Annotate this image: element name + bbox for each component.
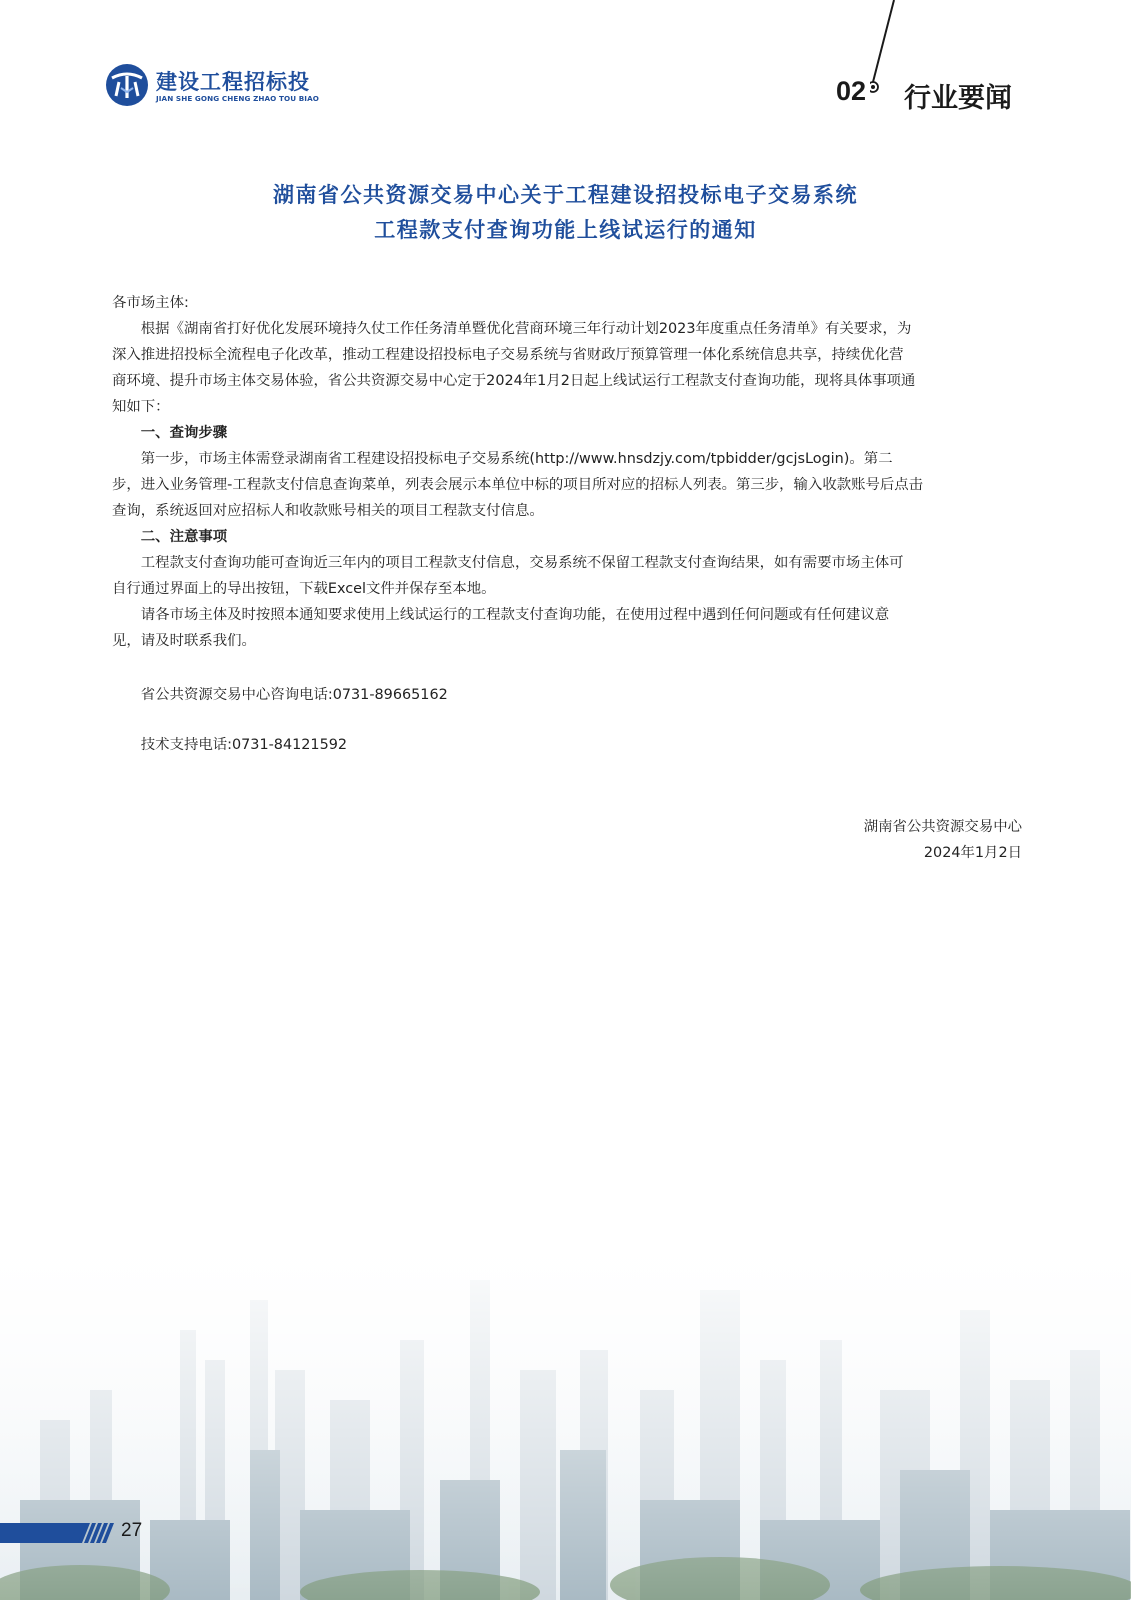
request-line: 见，请及时联系我们。	[112, 633, 256, 649]
signature-date: 2024年1月2日	[923, 845, 1022, 861]
section-heading-query-steps: 一、查询步骤	[112, 425, 228, 441]
pillar-logo-icon	[106, 64, 148, 106]
contact-support-phone: 技术支持电话:0731-84121592	[112, 737, 348, 753]
request-line: 请各市场主体及时按照本通知要求使用上线试运行的工程款支付查询功能，在使用过程中遇到任何问题或有任何建议意	[112, 607, 890, 623]
steps-line: 步，进入业务管理-工程款支付信息查询菜单，列表会展示本单位中标的项目所对应的招标人列表。第三步，输入收款账号后点击	[112, 477, 924, 493]
intro-line: 知如下：	[112, 399, 170, 415]
salutation: 各市场主体:	[112, 295, 189, 311]
intro-line: 深入推进招投标全流程电子化改革，推动工程建设招投标电子交易系统与省财政厅预算管理一体化系统信息共享，持续优化营	[112, 347, 904, 363]
steps-line: 查询，系统返回对应招标人和收款账号相关的项目工程款支付信息。	[112, 503, 544, 519]
document-title-line-1: 湖南省公共资源交易中心关于工程建设招投标电子交易系统	[273, 182, 858, 207]
signature-organization: 湖南省公共资源交易中心	[863, 819, 1022, 835]
notes-line: 工程款支付查询功能可查询近三年内的项目工程款支付信息，交易系统不保留工程款支付查询结果，如有需要市场主体可	[112, 555, 904, 571]
cityscape-background-image	[0, 1220, 1131, 1600]
logo-title: 建设工程招标投	[156, 70, 310, 94]
section-title: 行业要闻	[904, 83, 1012, 114]
contact-center-phone: 省公共资源交易中心咨询电话:0731-89665162	[112, 687, 448, 703]
logo-subtitle: JIAN SHE GONG CHENG ZHAO TOU BIAO	[156, 94, 319, 103]
intro-line: 根据《湖南省打好优化发展环境持久仗工作任务清单暨优化营商环境三年行动计划2023年度重点任务清单》有关要求，为	[112, 321, 912, 337]
section-number: 02	[836, 76, 867, 106]
section-heading-notes: 二、注意事项	[112, 529, 228, 545]
document-title-line-2: 工程款支付查询功能上线试运行的通知	[374, 217, 757, 242]
steps-line: 第一步，市场主体需登录湖南省工程建设招投标电子交易系统(http://www.hnsdzjy.com/tpbidder/gcjsLogin)。第二	[112, 451, 893, 467]
brand-logo	[106, 64, 366, 108]
page-number-stripes	[0, 1523, 115, 1543]
notes-line: 自行通过界面上的导出按钮，下载Excel文件并保存至本地。	[112, 581, 496, 597]
page-number: 27	[121, 1520, 143, 1541]
intro-line: 商环境、提升市场主体交易体验，省公共资源交易中心定于2024年1月2日起上线试运行工程款支付查询功能，现将具体事项通	[112, 373, 916, 389]
